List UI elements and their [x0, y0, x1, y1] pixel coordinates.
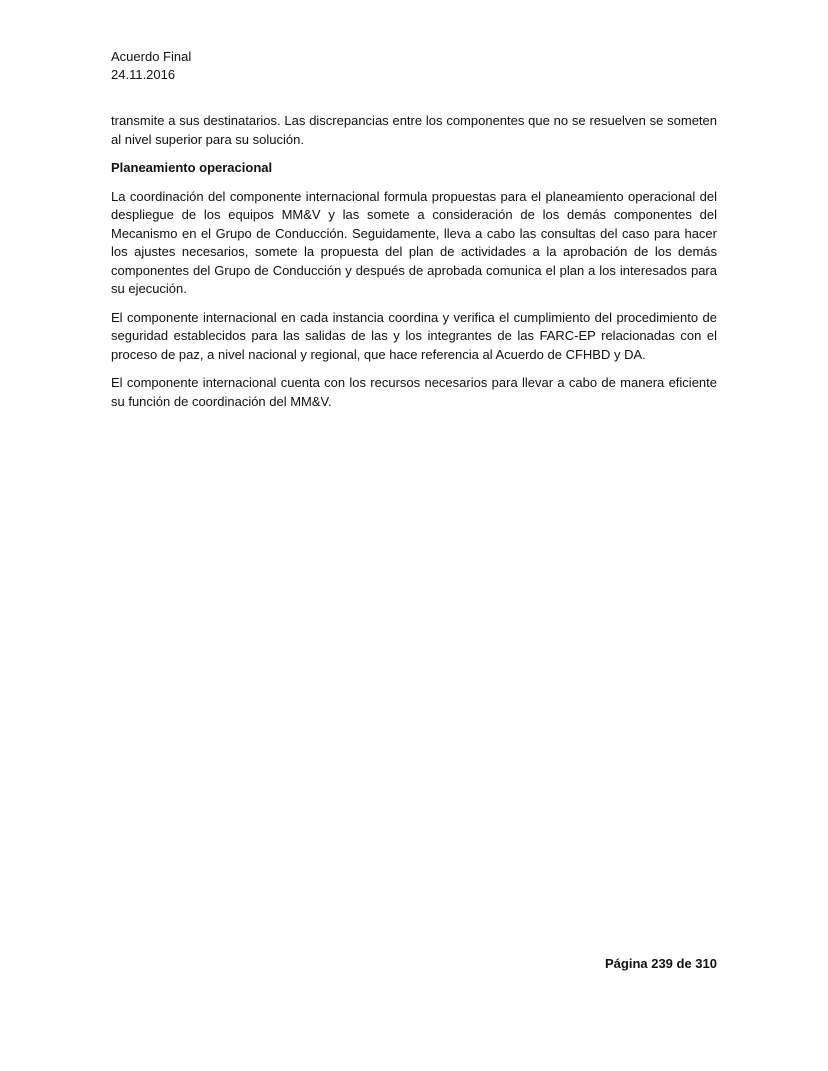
page-header: [111, 48, 191, 84]
paragraph-resources: El componente internacional cuenta con los recursos necesarios para llevar a cabo de manera eficiente su función de coordinación del MM&V.: [111, 375, 717, 409]
document-date: 24.11.2016: [111, 67, 176, 82]
section-heading: Planeamiento operacional: [111, 160, 273, 175]
page-content: [111, 112, 717, 421]
document-title: Acuerdo Final: [111, 49, 192, 64]
paragraph-planning: La coordinación del componente internacional formula propuestas para el planeamiento operacional del despliegue de los equipos MM&V y las somete a consideración de los demás componentes del Mecanismo en el Grupo de Conducción. Seguidamente, lleva a cabo las consultas del caso para hacer los ajustes necesarios, somete la propuesta del plan de actividades a la aprobación de los demás componentes del Grupo de Conducción y después de aprobada comunica el plan a los interesados para su ejecución.: [111, 188, 717, 296]
paragraph-security: El componente internacional en cada instancia coordina y verifica el cumplimiento del procedimiento de seguridad establecidos para las salidas de las y los integrantes de las FARC-EP relacionadas con el proceso de paz, a nivel nacional y regional, que hace referencia al Acuerdo de CFHBD y DA.: [111, 309, 717, 362]
page-number: Página 239 de 310: [604, 956, 717, 971]
paragraph-continuation: transmite a sus destinatarios. Las discrepancias entre los componentes que no se resuelven se someten al nivel superior para su solución.: [111, 113, 717, 147]
